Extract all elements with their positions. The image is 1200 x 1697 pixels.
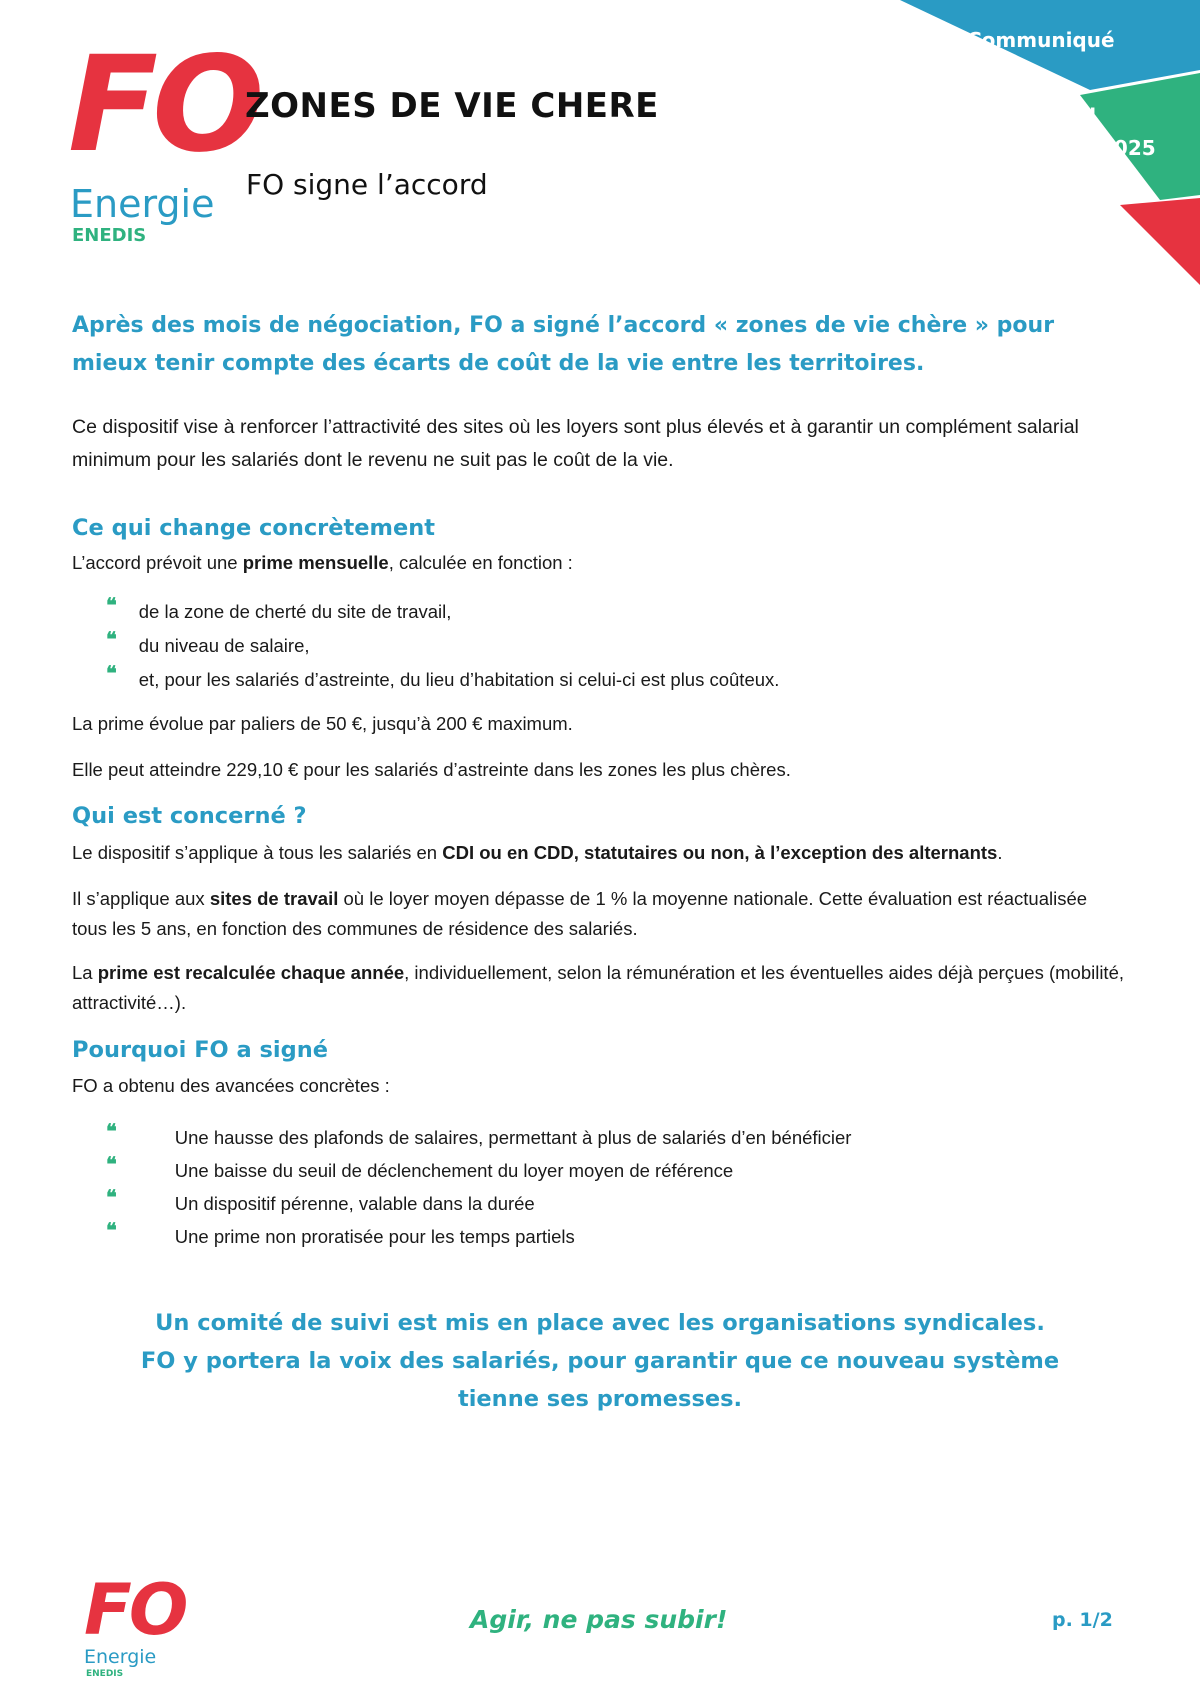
concerned-paragraph-2: Il s’applique aux sites de travail où le loyer moyen dépasse de 1 % la moyenne nationale. Cette évaluation est réactualisée tous les 5 ans, en fonction des communes de résidence des salariés. [72, 888, 1088, 939]
quote-bullet-icon: ❝ [106, 627, 117, 651]
list-item: ❝ Une hausse des plafonds de salaires, permettant à plus de salariés d’en bénéficier [106, 1119, 852, 1148]
footer-logo [84, 1570, 184, 1680]
section-heading-why: Pourquoi FO a signé [72, 1037, 329, 1063]
section-lead-why: FO a obtenu des avancées concrètes : [72, 1075, 390, 1096]
quote-bullet-icon: ❝ [106, 1152, 117, 1176]
footer-logo-energie: Energie [84, 1646, 157, 1668]
intro-statement: Après des mois de négociation, FO a signé l’accord « zones de vie chère » pour mieux tenir compte des écarts de coût de la vie entre les territoires. [72, 313, 1055, 376]
closing-line-1: Un comité de suivi est mis en place avec les organisations syndicales. [155, 1310, 1045, 1336]
section-heading-concerned: Qui est concerné ? [72, 803, 307, 829]
list-item: ❝ Une baisse du seuil de déclenchement du loyer moyen de référence [106, 1152, 734, 1181]
list-item: ❝ de la zone de cherté du site de travail, [106, 593, 452, 622]
footer-logo-enedis: ENEDIS [86, 1669, 124, 1679]
logo-energie-text: Energie [70, 182, 215, 226]
footer-slogan: Agir, ne pas subir! [470, 1605, 728, 1634]
quote-bullet-icon: ❝ [106, 1185, 117, 1209]
closing-line-3: tienne ses promesses. [457, 1386, 743, 1412]
list-item: ❝ Une prime non proratisée pour les temps partiels [106, 1218, 575, 1247]
prime-max-text: Elle peut atteindre 229,10 € pour les salariés d’astreinte dans les zones les plus chères. [72, 759, 791, 780]
intro-paragraph: Ce dispositif vise à renforcer l’attractivité des sites où les loyers sont plus élevés et à garantir un complément salarial minimum pour les salariés dont le revenu ne suit pas le coût de la vie. [72, 416, 1079, 471]
badge-year: 2025 [1100, 136, 1156, 160]
quote-bullet-icon: ❝ [106, 1119, 117, 1143]
logo-fo-text: FO [68, 28, 259, 182]
prime-steps-text: La prime évolue par paliers de 50 €, jusqu’à 200 € maximum. [72, 713, 573, 734]
quote-bullet-icon: ❝ [106, 593, 117, 617]
concerned-paragraph-3: La prime est recalculée chaque année, individuellement, selon la rémunération et les éventuelles aides déjà perçues (mobilité, attractivité…). [72, 962, 1125, 1013]
concerned-paragraph-1: Le dispositif s’applique à tous les salariés en CDI ou en CDD, statutaires ou non, à l’exception des alternants. [72, 842, 1003, 863]
badge-month: avril [1046, 104, 1097, 128]
logo-enedis-text: ENEDIS [72, 225, 147, 246]
list-item: ❝ et, pour les salariés d’astreinte, du lieu d’habitation si celui-ci est plus coûteux. [106, 661, 780, 690]
page-title: ZONES DE VIE CHERE [245, 86, 659, 126]
badge-type: Communiqué [967, 28, 1115, 52]
closing-statement [100, 1304, 1100, 1418]
fo-energie-logo [68, 28, 259, 250]
section-lead-changes: L’accord prévoit une prime mensuelle, calculée en fonction : [72, 552, 573, 573]
quote-bullet-icon: ❝ [106, 661, 117, 685]
banner-red [1120, 198, 1200, 285]
page-number: p. 1/2 [1052, 1609, 1113, 1631]
quote-bullet-icon: ❝ [106, 1218, 117, 1242]
section-heading-changes: Ce qui change concrètement [72, 515, 436, 541]
footer-logo-fo: FO [84, 1569, 186, 1651]
list-item: ❝ Un dispositif pérenne, valable dans la durée [106, 1185, 535, 1214]
list-item: ❝ du niveau de salaire, [106, 627, 310, 656]
page-subtitle: FO signe l’accord [246, 168, 488, 201]
closing-line-2: FO y portera la voix des salariés, pour garantir que ce nouveau système [140, 1348, 1060, 1374]
